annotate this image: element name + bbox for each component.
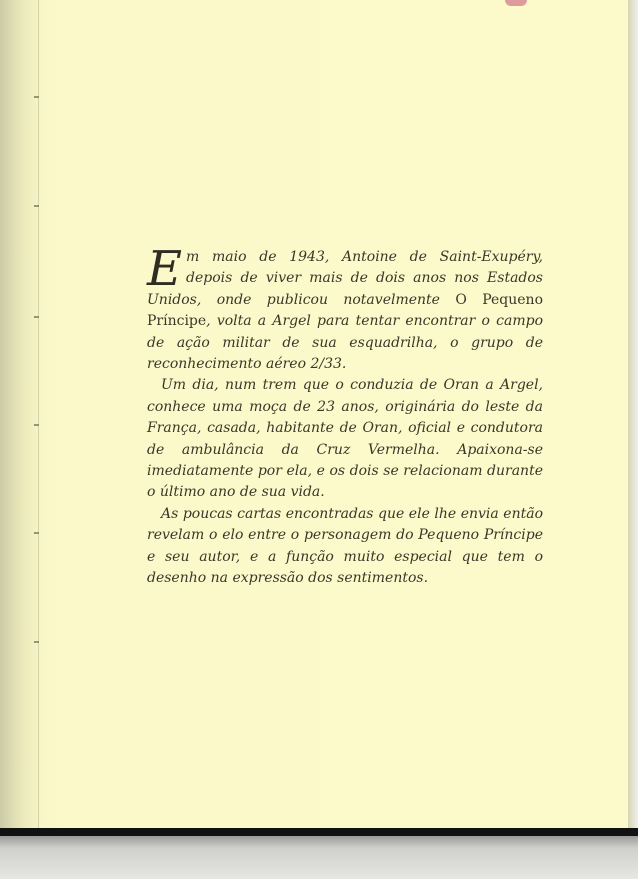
paragraph-1-part-1: m maio de 1943, Antoine de Saint-Exupéry, depois de viver mais de dois anos nos Estados Unidos, onde publicou notavelmente — [147, 249, 543, 308]
binding-stitch — [34, 641, 39, 643]
intro-text-block — [147, 241, 543, 590]
binding-stitch — [34, 316, 39, 318]
binding-stitch — [34, 532, 39, 534]
red-stain-mark — [505, 0, 527, 6]
spine-line — [38, 0, 39, 828]
binding-stitch — [34, 96, 39, 98]
paragraph-1-part-2: , volta a Argel para tentar encontrar o campo de ação militar de sua esquadrilha, o grupo de reconhecimento aéreo 2/33. — [147, 313, 543, 373]
book-title: O Pequeno Príncipe — [147, 291, 543, 330]
drop-cap-letter: E — [147, 241, 183, 297]
gutter-shadow — [0, 0, 42, 828]
paragraph-2: Um dia, num trem que o conduzia de Oran a Argel, conhece uma moça de 23 anos, originária do leste da França, casada, habitante de Oran, oficial e condutora de ambulância da Cruz Vermelha. Apaixona-se imediatamente por ela, e os dois se relacionam durante o último ano de sua vida. — [147, 377, 543, 501]
scanner-bottom-edge — [0, 828, 638, 836]
scanner-background — [0, 836, 638, 879]
binding-stitch — [34, 205, 39, 207]
binding-stitch — [34, 424, 39, 426]
paragraph-1 — [147, 241, 543, 375]
page-right-edge — [628, 0, 638, 828]
paragraph-3: As poucas cartas encontradas que ele lhe envia então revelam o elo entre o personagem do Pequeno Príncipe e seu autor, e a função muito especial que tem o desenho na expressão dos sentimentos. — [147, 505, 543, 587]
